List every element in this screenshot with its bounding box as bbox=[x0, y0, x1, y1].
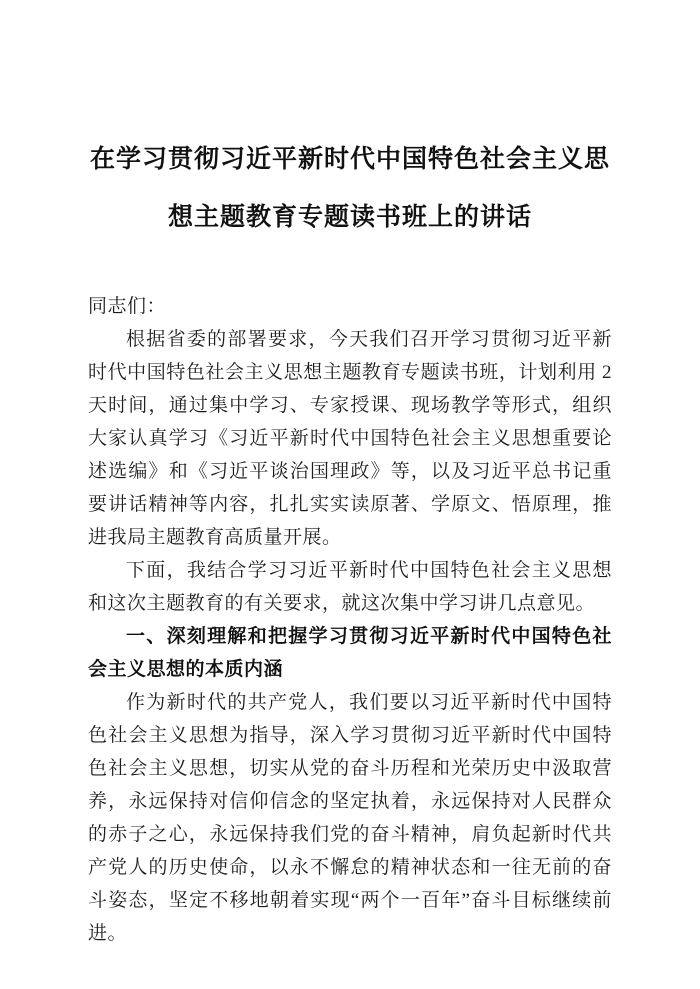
paragraph-section-1-body: 作为新时代的共产党人，我们要以习近平新时代中国特色社会主义思想为指导，深入学习贯彻习近平新时代中国特色社会主义思想，切实从党的奋斗历程和光荣历史中汲取营养，永远保持对信仰信念的坚定执着，永远保持对人民群众的赤子之心，永远保持我们党的奋斗精神，肩负起新时代共产党人的历史使命，以永不懈怠的精神状态和一往无前的奋斗姿态，坚定不移地朝着实现“两个一百年”奋斗目标继续前进。 bbox=[88, 692, 612, 944]
document-title-line-1: 在学习贯彻习近平新时代中国特色社会主义思 bbox=[89, 145, 610, 173]
document-title-line-2: 想主题教育专题读书班上的讲话 bbox=[167, 203, 532, 231]
paragraph-transition: 下面，我结合学习习近平新时代中国特色社会主义思想和这次主题教育的有关要求，就这次集中学习讲几点意见。 bbox=[88, 560, 612, 614]
salutation: 同志们： bbox=[88, 296, 167, 317]
section-heading-1: 一、深刻理解和把握学习贯彻习近平新时代中国特色社会主义思想的本质内涵 bbox=[88, 626, 612, 680]
paragraph-opening: 根据省委的部署要求，今天我们召开学习贯彻习近平新时代中国特色社会主义思想主题教育专题读书班，计划利用 2 天时间，通过集中学习、专家授课、现场教学等形式，组织大家认真学习《习近平新时代中国特色社会主义思想重要论述选编》和《习近平谈治国理政》等，以及习近平总书记重要讲话精神等内容，扎扎实实读原著、学原文、悟原理，推进我局主题教育高质量开展。 bbox=[88, 329, 612, 548]
document-body bbox=[88, 290, 612, 950]
document-title bbox=[88, 130, 612, 246]
